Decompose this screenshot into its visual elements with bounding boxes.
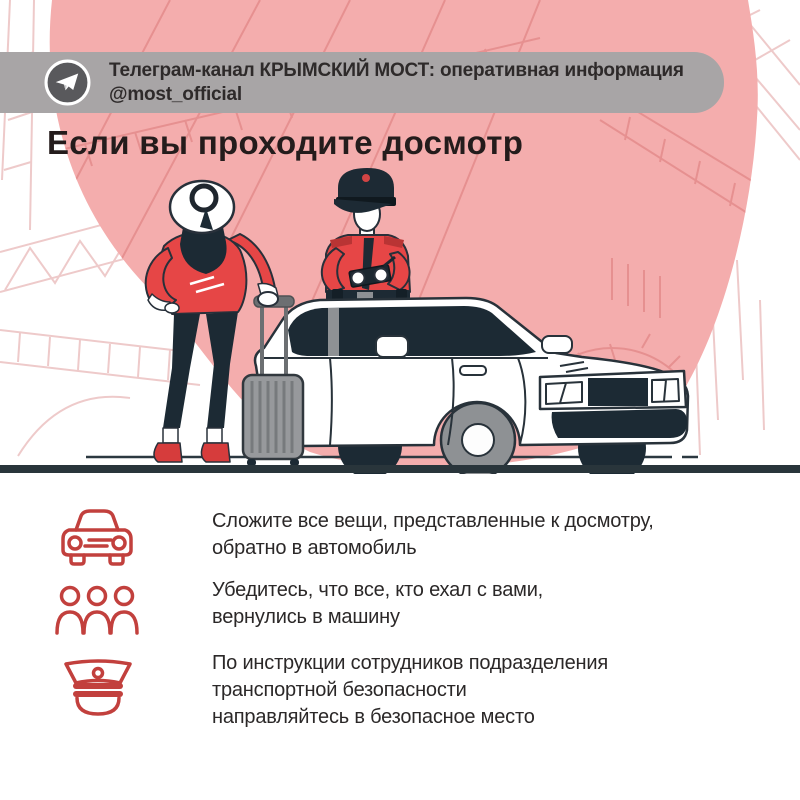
banner-line1: Телеграм-канал КРЫМСКИЙ МОСТ: оперативная информация [109, 59, 684, 81]
police-cap-icon [58, 657, 138, 717]
banner-line2: @most_official [109, 83, 242, 105]
instruction-1 [212, 508, 654, 562]
telegram-icon [44, 59, 91, 106]
page-title: Если вы проходите досмотр [47, 124, 524, 161]
instruction-2-line2: вернулись в машину [212, 606, 400, 628]
instruction-3-line2: транспортной безопасности [212, 679, 467, 701]
instruction-3-line3: направляйтесь в безопасное место [212, 706, 535, 728]
instruction-2 [212, 577, 543, 631]
instruction-3 [212, 650, 608, 731]
instruction-1-line1: Сложите все вещи, представленные к досмотру, [212, 510, 654, 532]
instruction-2-line1: Убедитесь, что все, кто ехал с вами, [212, 579, 544, 601]
instruction-1-line2: обратно в автомобиль [212, 537, 417, 559]
car-front-icon [59, 506, 135, 570]
banner-text [109, 59, 684, 107]
instruction-3-line1: По инструкции сотрудников подразделения [212, 652, 609, 674]
telegram-banner [0, 52, 724, 113]
passengers-icon [55, 585, 139, 635]
divider-line [0, 465, 800, 473]
